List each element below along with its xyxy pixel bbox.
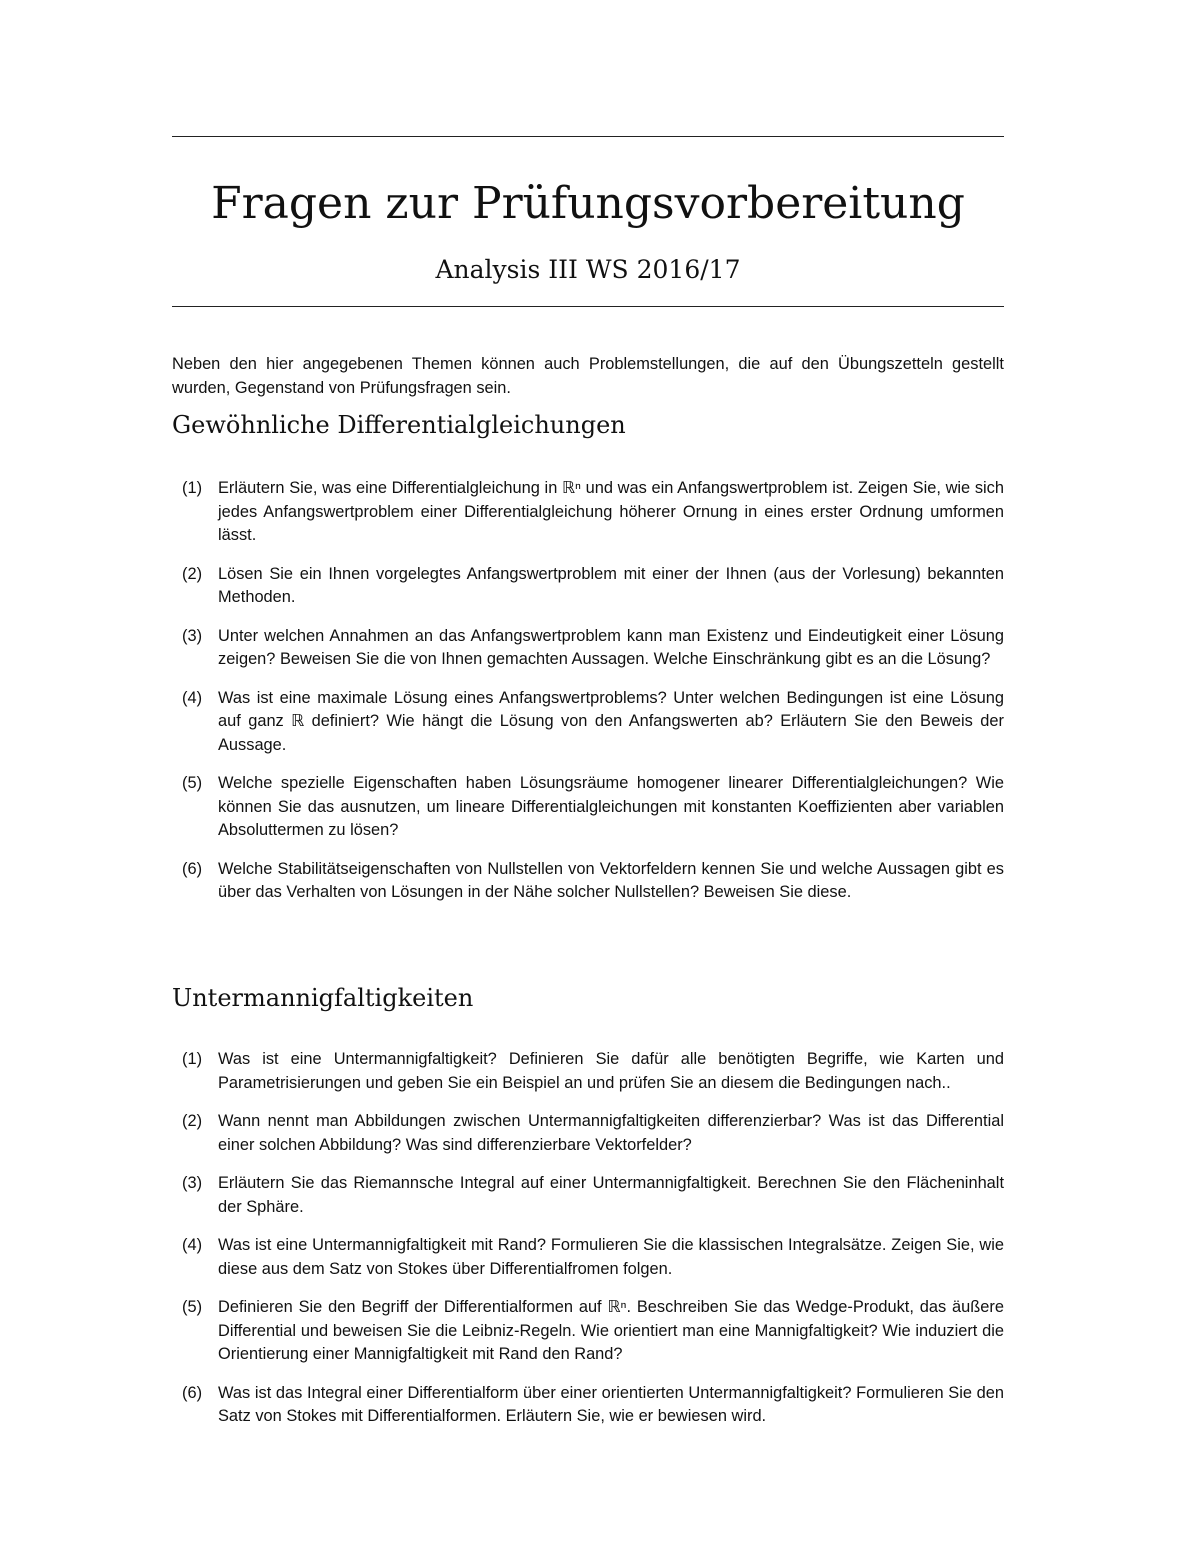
question-list-ode	[172, 477, 1004, 920]
section-heading-ode: Gewöhnliche Differentialgleichungen	[172, 411, 626, 439]
question-number: (2)	[182, 1112, 203, 1130]
question-text: Lösen Sie ein Ihnen vorgelegtes Anfangswertproblem mit einer der Ihnen (aus der Vorlesung) bekannten Methoden.	[218, 564, 1004, 606]
document-title: Fragen zur Prüfungsvorbereitung	[211, 178, 965, 229]
document-subtitle: Analysis III WS 2016/17	[435, 255, 741, 284]
question-number: (5)	[182, 1298, 203, 1316]
question-text: Unter welchen Annahmen an das Anfangswertproblem kann man Existenz und Eindeutigkeit einer Lösung zeigen? Beweisen Sie die von Ihnen gemachten Aussagen. Welche Einschränkung gibt es an die Lösung?	[218, 626, 1004, 668]
question-text: Was ist eine maximale Lösung eines Anfangswertproblems? Unter welchen Bedingungen ist eine Lösung auf ganz ℝ definiert? Wie hängt die Lösung von den Anfangswerten ab? Erläutern Sie den Beweis der Aussage.	[218, 688, 1004, 754]
question-item	[172, 1234, 1004, 1281]
title-rule-top	[172, 136, 1004, 137]
title-rule-bottom	[172, 306, 1004, 307]
question-item	[172, 625, 1004, 672]
question-number: (6)	[182, 859, 203, 878]
question-number: (1)	[182, 479, 203, 497]
intro-paragraph: Neben den hier angegebenen Themen können auch Problemstellungen, die auf den Übungszetteln gestellt wurden, Gegenstand von Prüfungsfragen sein.	[172, 355, 1004, 397]
question-number: (3)	[182, 626, 203, 645]
question-item	[172, 1382, 1004, 1429]
question-text: Definieren Sie den Begriff der Differentialformen auf ℝⁿ. Beschreiben Sie das Wedge-Produkt, das äußere Differential und beweisen Sie die Leibniz-Regeln. Wie orientiert man eine Mannigfaltigkeit? Wie induziert die Orientierung einer Mannigfaltigkeit mit Rand den Rand?	[218, 1298, 1004, 1363]
question-number: (2)	[182, 564, 203, 583]
section-heading-submanifolds: Untermannigfaltigkeiten	[172, 984, 474, 1012]
document-page	[172, 0, 1004, 1553]
question-text: Welche spezielle Eigenschaften haben Lösungsräume homogener linearer Differentialgleichungen? Wie können Sie das ausnutzen, um lineare Differentialgleichungen mit konstanten Koeffizienten aber variablen Absoluttermen zu lösen?	[218, 774, 1004, 839]
question-number: (1)	[182, 1050, 203, 1068]
question-text: Welche Stabilitätseigenschaften von Nullstellen von Vektorfeldern kennen Sie und welche Aussagen gibt es über das Verhalten von Lösungen in der Nähe solcher Nullstellen? Beweisen Sie diese.	[218, 859, 1004, 901]
question-number: (3)	[182, 1174, 203, 1192]
question-number: (5)	[182, 774, 203, 792]
question-text: Was ist das Integral einer Differentialform über einer orientierten Untermannigfaltigkeit? Formulieren Sie den Satz von Stokes mit Differentialformen. Erläutern Sie, wie er bewiesen wird.	[218, 1383, 1004, 1425]
question-item	[172, 1296, 1004, 1367]
question-number: (4)	[182, 1236, 203, 1254]
question-list-submanifolds	[172, 1048, 1004, 1444]
question-item	[172, 1110, 1004, 1157]
question-text: Erläutern Sie das Riemannsche Integral auf einer Untermannigfaltigkeit. Berechnen Sie den Flächeninhalt der Sphäre.	[218, 1174, 1004, 1216]
question-item	[172, 563, 1004, 610]
question-number: (4)	[182, 688, 203, 707]
question-item	[172, 1048, 1004, 1095]
question-item	[172, 477, 1004, 548]
question-item	[172, 858, 1004, 905]
question-item	[172, 687, 1004, 758]
question-text: Erläutern Sie, was eine Differentialgleichung in ℝⁿ und was ein Anfangswertproblem ist. Zeigen Sie, wie sich jedes Anfangswertproblem einer Differentialgleichung höherer Ornung in eines erster Ordnung umformen lässt.	[218, 479, 1004, 544]
question-text: Was ist eine Untermannigfaltigkeit? Definieren Sie dafür alle benötigten Begriffe, wie Karten und Parametrisierungen und geben Sie ein Beispiel an und prüfen Sie an diesem die Bedingungen nach..	[218, 1050, 1004, 1092]
question-text: Was ist eine Untermannigfaltigkeit mit Rand? Formulieren Sie die klassischen Integralsätze. Zeigen Sie, wie diese aus dem Satz von Stokes über Differentialfromen folgen.	[218, 1236, 1004, 1278]
question-text: Wann nennt man Abbildungen zwischen Untermannigfaltigkeiten differenzierbar? Was ist das Differential einer solchen Abbildung? Was sind differenzierbare Vektorfelder?	[218, 1112, 1004, 1154]
question-item	[172, 1172, 1004, 1219]
question-item	[172, 772, 1004, 843]
question-number: (6)	[182, 1383, 203, 1402]
